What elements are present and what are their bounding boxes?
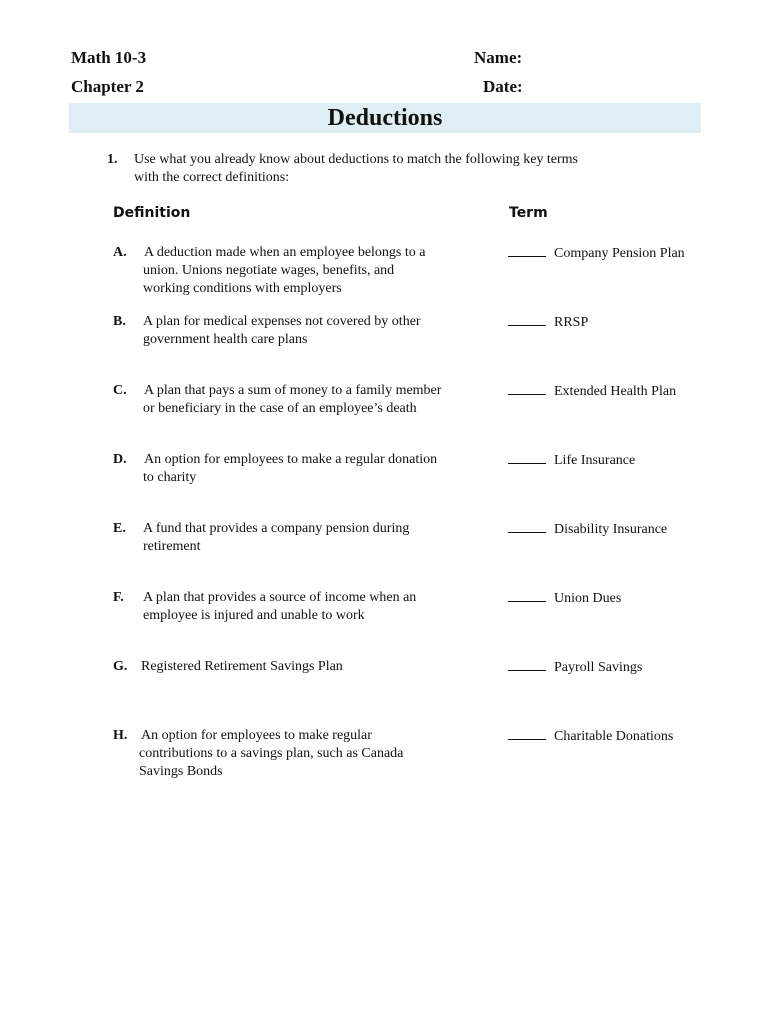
term-row	[508, 520, 667, 539]
term-label: Payroll Savings	[554, 660, 643, 675]
date-label: Date:	[483, 77, 523, 96]
answer-blank[interactable]	[508, 658, 546, 671]
term-label: Company Pension Plan	[554, 246, 685, 261]
definition-column-header: Definition	[113, 205, 191, 221]
question-line-1: Use what you already know about deductions to match the following key terms	[134, 152, 579, 167]
term-row	[508, 589, 621, 608]
answer-blank[interactable]	[508, 727, 546, 740]
definition-letter: D.	[113, 452, 127, 467]
definition-item-h	[113, 727, 483, 781]
term-label: Union Dues	[554, 591, 622, 606]
definition-line: An option for employees to make a regular donation	[144, 452, 438, 467]
definition-line: A fund that provides a company pension during	[143, 521, 410, 536]
answer-blank[interactable]	[508, 451, 546, 464]
term-row	[508, 244, 685, 263]
definition-item-c	[113, 382, 483, 418]
definition-letter: F.	[113, 590, 124, 605]
definition-line: retirement	[143, 539, 201, 554]
definition-letter: G.	[113, 659, 128, 674]
question-line-2: with the correct definitions:	[134, 170, 290, 185]
answer-blank[interactable]	[508, 589, 546, 602]
name-label: Name:	[474, 48, 523, 67]
definition-line: employee is injured and unable to work	[143, 608, 365, 623]
definition-item-g	[113, 658, 483, 676]
definition-item-d	[113, 451, 483, 487]
definition-item-a	[113, 244, 483, 298]
term-label: RRSP	[554, 315, 589, 330]
definition-line: or beneficiary in the case of an employee’s death	[143, 401, 417, 416]
definition-item-f	[113, 589, 483, 625]
answer-blank[interactable]	[508, 382, 546, 395]
definition-letter: C.	[113, 383, 127, 398]
definition-item-b	[113, 313, 483, 349]
definition-line: An option for employees to make regular	[141, 728, 372, 743]
definition-line: government health care plans	[143, 332, 308, 347]
term-row	[508, 727, 673, 746]
question-number: 1.	[107, 152, 118, 167]
chapter-label: Chapter 2	[71, 77, 144, 96]
term-row	[508, 382, 676, 401]
definition-letter: H.	[113, 728, 128, 743]
title-bar	[69, 103, 701, 133]
term-label: Disability Insurance	[554, 522, 668, 537]
definition-letter: A.	[113, 245, 127, 260]
answer-blank[interactable]	[508, 520, 546, 533]
term-label: Extended Health Plan	[554, 384, 677, 399]
term-row	[508, 451, 635, 470]
term-label: Life Insurance	[554, 453, 636, 468]
definition-line: contributions to a savings plan, such as Canada	[139, 746, 404, 761]
answer-blank[interactable]	[508, 244, 546, 257]
definition-line: Registered Retirement Savings Plan	[141, 659, 343, 674]
definition-line: A plan for medical expenses not covered by other	[143, 314, 421, 329]
term-label: Charitable Donations	[554, 729, 674, 744]
definition-line: to charity	[143, 470, 197, 485]
term-column-header: Term	[509, 205, 548, 221]
term-row	[508, 313, 588, 332]
term-row	[508, 658, 642, 677]
page-title: Deductions	[327, 105, 443, 131]
definition-line: union. Unions negotiate wages, benefits, and	[143, 263, 395, 278]
definition-line: A deduction made when an employee belongs to a	[144, 245, 426, 260]
definition-line: A plan that pays a sum of money to a family member	[144, 383, 442, 398]
definition-line: A plan that provides a source of income when an	[143, 590, 417, 605]
answer-blank[interactable]	[508, 313, 546, 326]
definition-item-e	[113, 520, 483, 556]
definition-letter: E.	[113, 521, 126, 536]
definition-letter: B.	[113, 314, 126, 329]
definition-line: Savings Bonds	[139, 764, 223, 779]
course-title: Math 10-3	[71, 48, 147, 67]
definition-line: working conditions with employers	[143, 281, 342, 296]
